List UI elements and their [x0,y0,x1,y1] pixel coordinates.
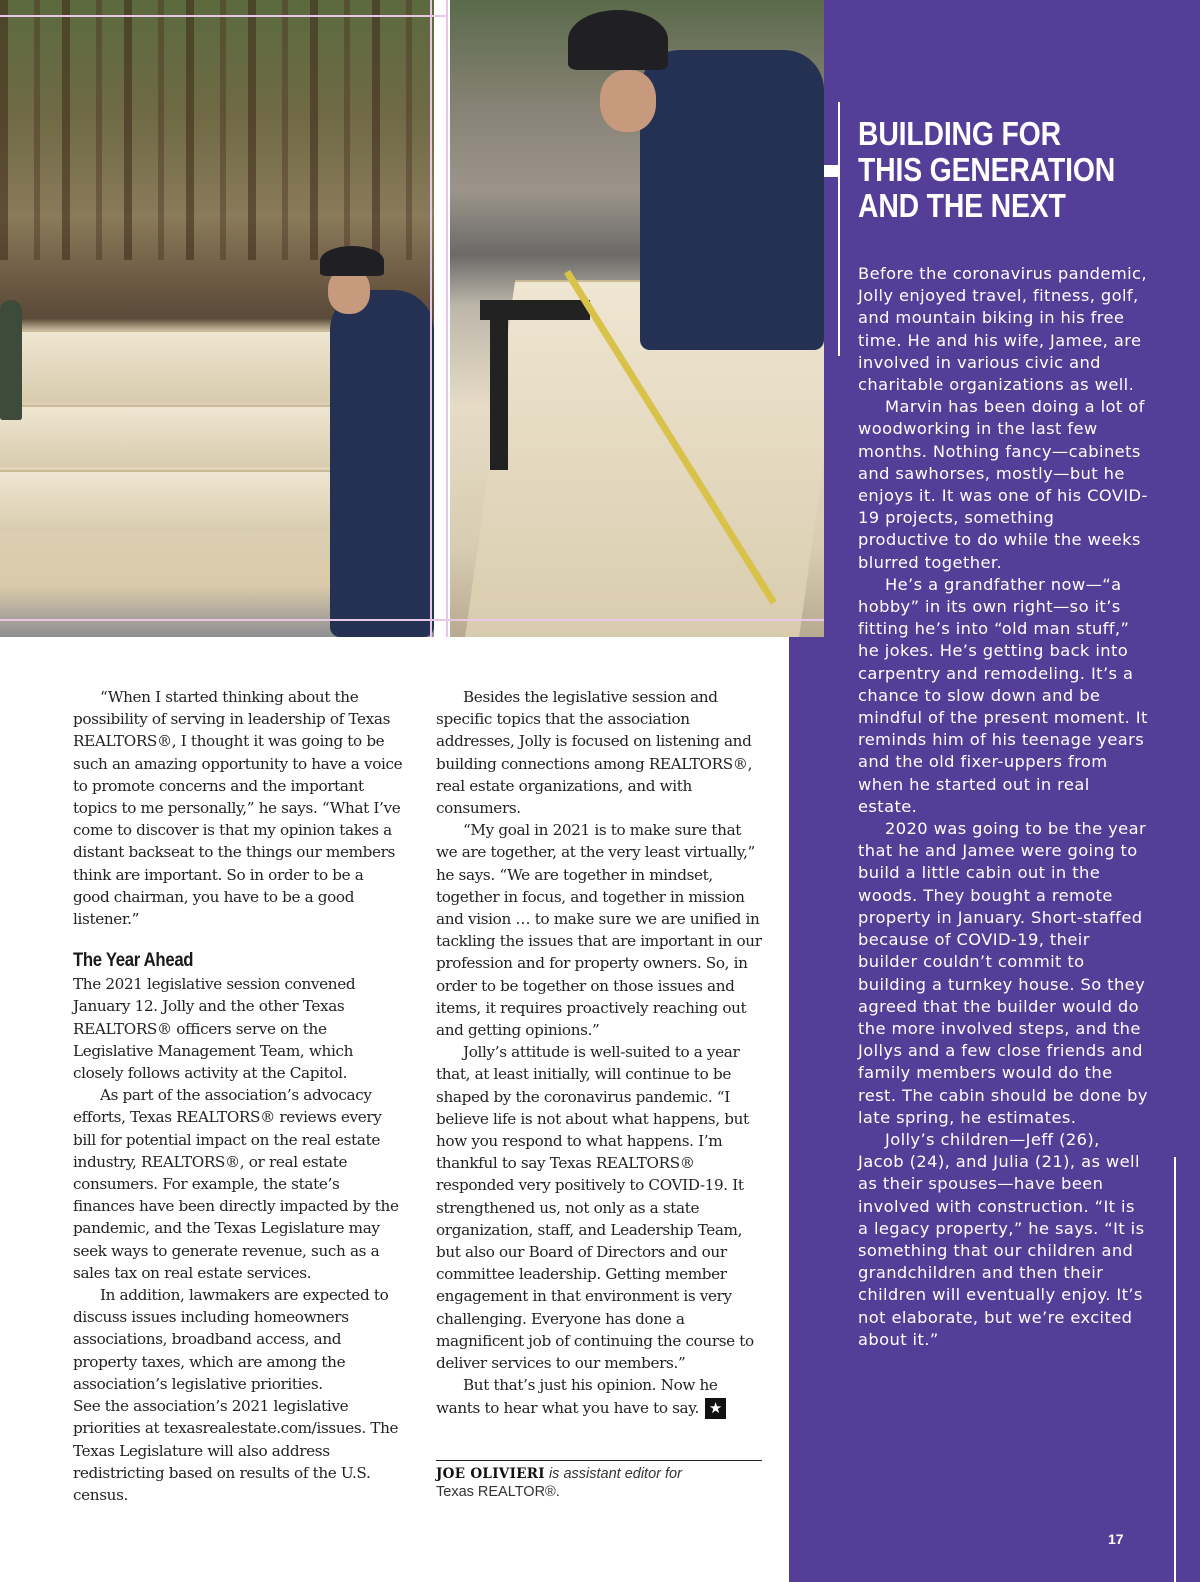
frame-line [446,0,448,637]
body-paragraph: “My goal in 2021 is to make sure that we are together, at the very least virtually,” he says. “We are together in mindset, together in focus, and together in mission and vision … to make sure we are unified in tackling the issues that are important in our profession and for property owners. So, in order to be together on those issues and items, it requires proactively reaching out and getting opinions.” [436,821,762,1040]
closing-sentence: But that’s just his opinion. Now he wants to hear what you have to say. [436,1376,718,1417]
body-paragraph: As part of the association’s advocacy efforts, Texas REALTORS® reviews every bill for potential impact on the real estate industry, REALTORS®, or real estate consumers. For example, the state’s finances have been directly impacted by the pandemic, and the Texas Legislature may seek ways to generate revenue, such as a sales tax on real estate services. [73,1086,399,1282]
photo-cabin-construction-left [0,0,434,637]
worker-figure [640,50,824,350]
sidebar-heading-line: THIS GENERATION [858,151,1116,188]
sidebar-heading-line: BUILDING FOR [858,115,1061,152]
body-paragraph: In addition, lawmakers are expected to discuss issues including homeowners associations, broadband access, and property taxes, which are among the association’s legislative priorities. [73,1286,389,1393]
frame-line [430,0,432,637]
sidebar-rule-tab [824,165,840,177]
section-subheading: The Year Ahead [73,950,194,972]
sidebar-body [858,263,1150,1351]
sawhorse [480,300,590,320]
worker-face [600,70,656,132]
sawhorse-leg [490,320,508,470]
sidebar-paragraph: Jolly’s children—Jeff (26), Jacob (24), and Julia (21), as well as their spouses—have been involved with construction. “It is a legacy property,” he says. “It is something that our children and grandchildren and then their children will eventually enjoy. It’s not elaborate, but we’re excited about it.” [858,1129,1145,1349]
frame-line [0,619,824,621]
article-column-1 [73,686,403,1506]
author-name: JOE OLIVIERI [436,1466,545,1482]
sidebar-rule [1174,1157,1176,1582]
page-number: 17 [1108,1531,1124,1547]
worker-cap [320,246,384,276]
sidebar-rule [838,102,840,356]
body-paragraph: Besides the legislative session and specific topics that the association addresses, Jolly is focused on listening and building connections among REALTORS®, real estate organizations, and with consumers. [436,688,753,818]
publication-name: Texas REALTOR®. [436,1484,560,1500]
author-role: is assistant editor for [544,1466,682,1482]
forest-background [0,0,434,260]
body-paragraph: “When I started thinking about the possibility of serving in leadership of Texas REALTORS®, I thought it was going to be such an amazing opportunity to have a voice to promote concerns and the important topics to me personally,” he says. “What I’ve come to discover is that my opinion takes a distant backseat to the things our members think are important. So in order to be a good chairman, you have to be a good listener.” [73,688,403,929]
body-paragraph: Jolly’s attitude is well-suited to a year that, at least initially, will continue to be shaped by the coronavirus pandemic. “I believe life is not about what happens, but how you respond to what happens. I’m thankful to say Texas REALTORS® responded very positively to COVID-19. It strengthened us, not only as a state organization, staff, and Leadership Team, but also our Board of Directors and our committee leadership. Getting member engagement in that environment is very challenging. Everyone has done a magnificent job of continuing the course to deliver services to our members.” [436,1043,754,1373]
author-byline [436,1465,766,1501]
sidebar-heading [858,116,1133,224]
byline-rule [436,1460,762,1461]
body-paragraph: The 2021 legislative session convened January 12. Jolly and the other Texas REALTORS® officers serve on the Legislative Management Team, which closely follows activity at the Capitol. [73,975,356,1083]
worker-figure [0,300,22,420]
frame-line [0,15,448,17]
sidebar-heading-line: AND THE NEXT [858,187,1066,224]
article-column-2 [436,686,766,1419]
body-paragraph: See the association’s 2021 legislative priorities at texasrealestate.com/issues. The Texas Legislature will also address redistricting based on results of the U.S. census. [73,1397,399,1504]
sidebar-paragraph: 2020 was going to be the year that he and Jamee were going to build a little cabin out in the woods. They bought a remote property in January. Short-staffed because of COVID-19, their builder couldn’t commit to building a turnkey house. So they agreed that the builder would do the more involved steps, and the Jollys and a few close friends and family members would do the rest. The cabin should be done by late spring, he estimates. [858,819,1148,1127]
sidebar-paragraph: Before the coronavirus pandemic, Jolly enjoyed travel, fitness, golf, and mountain biking in his free time. He and his wife, Jamee, are involved in various civic and charitable organizations as well. [858,264,1147,395]
body-paragraph [436,1374,766,1419]
photo-measuring-board-right [450,0,824,637]
worker-figure [330,290,434,637]
sidebar-paragraph: Marvin has been doing a lot of woodworking in the last few months. Nothing fancy—cabinets and sawhorses, mostly—but he enjoys it. It was one of his COVID-19 projects, something productive to do while the weeks blurred together. [858,397,1148,572]
sidebar-paragraph: He’s a grandfather now—“a hobby” in its own right—so it’s fitting he’s into “old man stuff,” he jokes. He’s getting back into carpentry and remodeling. It’s a chance to slow down and be mindful of the present moment. It reminds him of his teenage years and the old fixer-uppers from when he started out in real estate. [858,574,1148,816]
worker-cap [568,10,668,70]
end-star-icon: ★ [705,1398,726,1419]
